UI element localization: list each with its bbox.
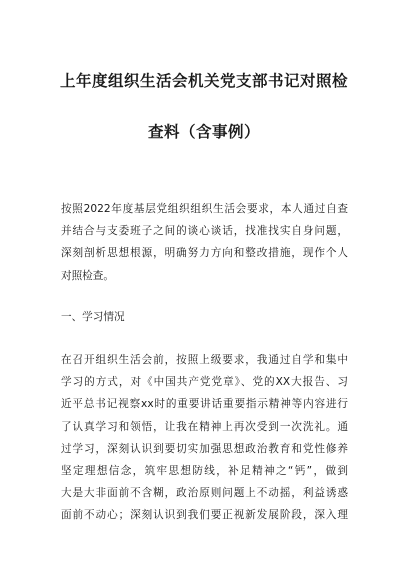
body-line: 大是大非面前不含糊，政治原则问题上不动摇，利益诱惑 bbox=[61, 487, 348, 500]
intro-line: 对照检查。 bbox=[61, 269, 114, 282]
body-line: 近平总书记视察xx时的重要讲话重要指示精神等内容进行 bbox=[61, 398, 348, 411]
document-title-line-1: 上年度组织生活会机关党支部书记对照检 bbox=[59, 72, 348, 90]
body-line: 了认真学习和领悟，让我在精神上再次受到一次洗礼。通 bbox=[61, 420, 348, 433]
body-line: 过学习，深刻认识到要切实加强思想政治教育和党性修养 bbox=[61, 442, 348, 455]
intro-line: 深刻剖析思想根源，明确努力方向和整改措施，现作个人 bbox=[61, 247, 348, 260]
section-heading-study: 一、学习情况 bbox=[61, 311, 125, 323]
intro-line: 并结合与支委班子之间的谈心谈话，找准找实自身问题， bbox=[61, 225, 348, 238]
study-paragraph bbox=[61, 349, 348, 527]
body-line: 坚定理想信念，筑牢思想防线，补足精神之“钙”，做到 bbox=[61, 464, 348, 477]
body-line: 在召开组织生活会前，按照上级要求，我通过自学和集中 bbox=[61, 354, 348, 366]
body-line: 面前不动心；深刻认识到我们要正视新发展阶段，深入理 bbox=[61, 509, 348, 522]
document-title-line-2: 查料（含事例） bbox=[147, 123, 260, 141]
intro-line: 按照2022年度基层党组织组织生活会要求，本人通过自查 bbox=[61, 203, 348, 215]
intro-paragraph bbox=[61, 198, 348, 287]
body-line: 学习的方式，对《中国共产党党章》、党的XX大报告、习 bbox=[61, 376, 348, 389]
